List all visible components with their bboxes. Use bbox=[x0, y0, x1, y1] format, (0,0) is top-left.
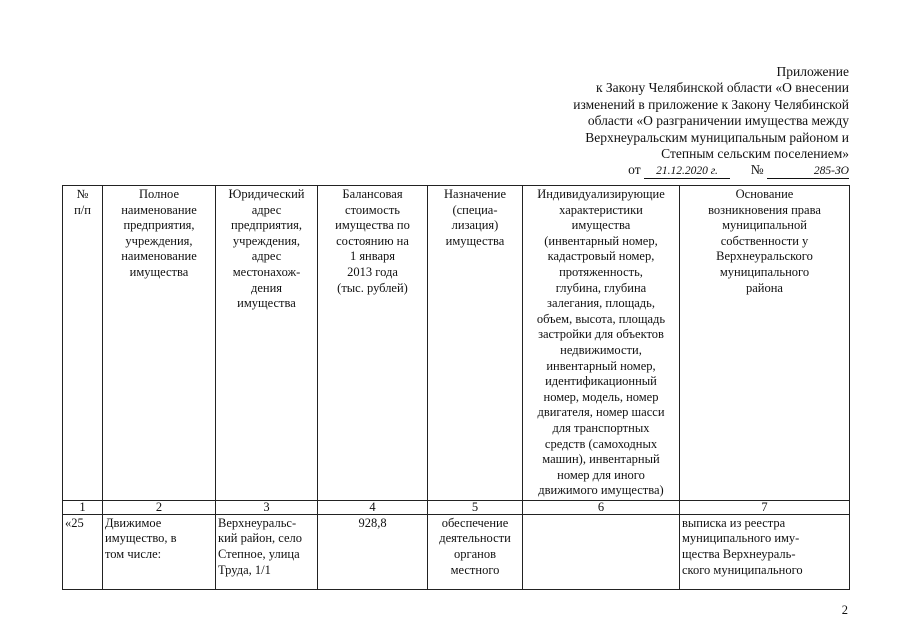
header-cell-address: Юридический адрес предприятия, учреждения, адрес местонахож- дения имущества bbox=[216, 186, 318, 501]
ot-label: от bbox=[628, 162, 641, 178]
column-number: 2 bbox=[103, 500, 216, 514]
header-cell-basis: Основание возникновения права муниципальной собственности у Верхнеуральского муниципального района bbox=[680, 186, 850, 501]
column-number: 7 bbox=[680, 500, 850, 514]
page-number: 2 bbox=[841, 603, 848, 617]
header-cell-purpose: Назначение (специа- лизация) имущества bbox=[428, 186, 523, 501]
document-header bbox=[519, 64, 849, 179]
column-number: 4 bbox=[318, 500, 428, 514]
row-address: Верхнеуральс- кий район, село Степное, улица Труда, 1/1 bbox=[218, 515, 302, 577]
row-basis bbox=[682, 516, 847, 578]
basis-line: ского муниципального bbox=[682, 562, 803, 577]
header-line: области «О разграничении имущества между bbox=[587, 113, 849, 129]
law-date: 21.12.2020 г. bbox=[644, 165, 730, 179]
basis-line: выписка из реестра bbox=[682, 515, 786, 530]
row-number: «25 bbox=[65, 515, 84, 530]
column-number: 6 bbox=[523, 500, 680, 514]
header-cell-characteristics: Индивидуализирующие характеристики имущества (инвентарный номер, кадастровый номер, протяженность, глубина, глубина залегания, площадь, объем, высота, площадь застройки для объектов недвижимости, инвентарный номер, идентификационный номер, модель, номер двигателя, номер шасси для транспортных средств (самоходных машин), инвентарный номер для иного движимого имущества) bbox=[523, 186, 680, 501]
law-number: 285-ЗО bbox=[767, 165, 849, 179]
header-line: к Закону Челябинской области «О внесении bbox=[595, 80, 849, 96]
row-balance: 928,8 bbox=[358, 515, 387, 530]
header-line: Приложение bbox=[776, 64, 849, 79]
header-cell-name: Полное наименование предприятия, учреждения, наименование имущества bbox=[103, 186, 216, 501]
basis-line: муниципального иму- bbox=[682, 531, 800, 546]
header-cell-balance: Балансовая стоимость имущества по состоянию на 1 января 2013 года (тыс. рублей) bbox=[318, 186, 428, 501]
property-table bbox=[62, 185, 850, 590]
header-line: изменений в приложение к Закону Челябинской bbox=[573, 96, 849, 112]
header-date-line bbox=[519, 162, 849, 179]
table-row bbox=[63, 514, 850, 589]
column-number-row bbox=[63, 500, 850, 514]
table-header-row bbox=[63, 186, 850, 501]
column-number: 1 bbox=[63, 500, 103, 514]
header-line: Верхнеуральским муниципальным районом и bbox=[585, 129, 849, 145]
column-number: 5 bbox=[428, 500, 523, 514]
header-line: Степным сельским поселением» bbox=[661, 146, 849, 162]
column-number: 3 bbox=[216, 500, 318, 514]
row-name: Движимое имущество, в том числе: bbox=[105, 515, 177, 562]
number-label: № bbox=[750, 162, 764, 178]
basis-line: щества Верхнеураль- bbox=[682, 547, 796, 562]
header-cell-number: № п/п bbox=[63, 186, 103, 501]
row-purpose: обеспечение деятельности органов местного bbox=[439, 515, 511, 577]
